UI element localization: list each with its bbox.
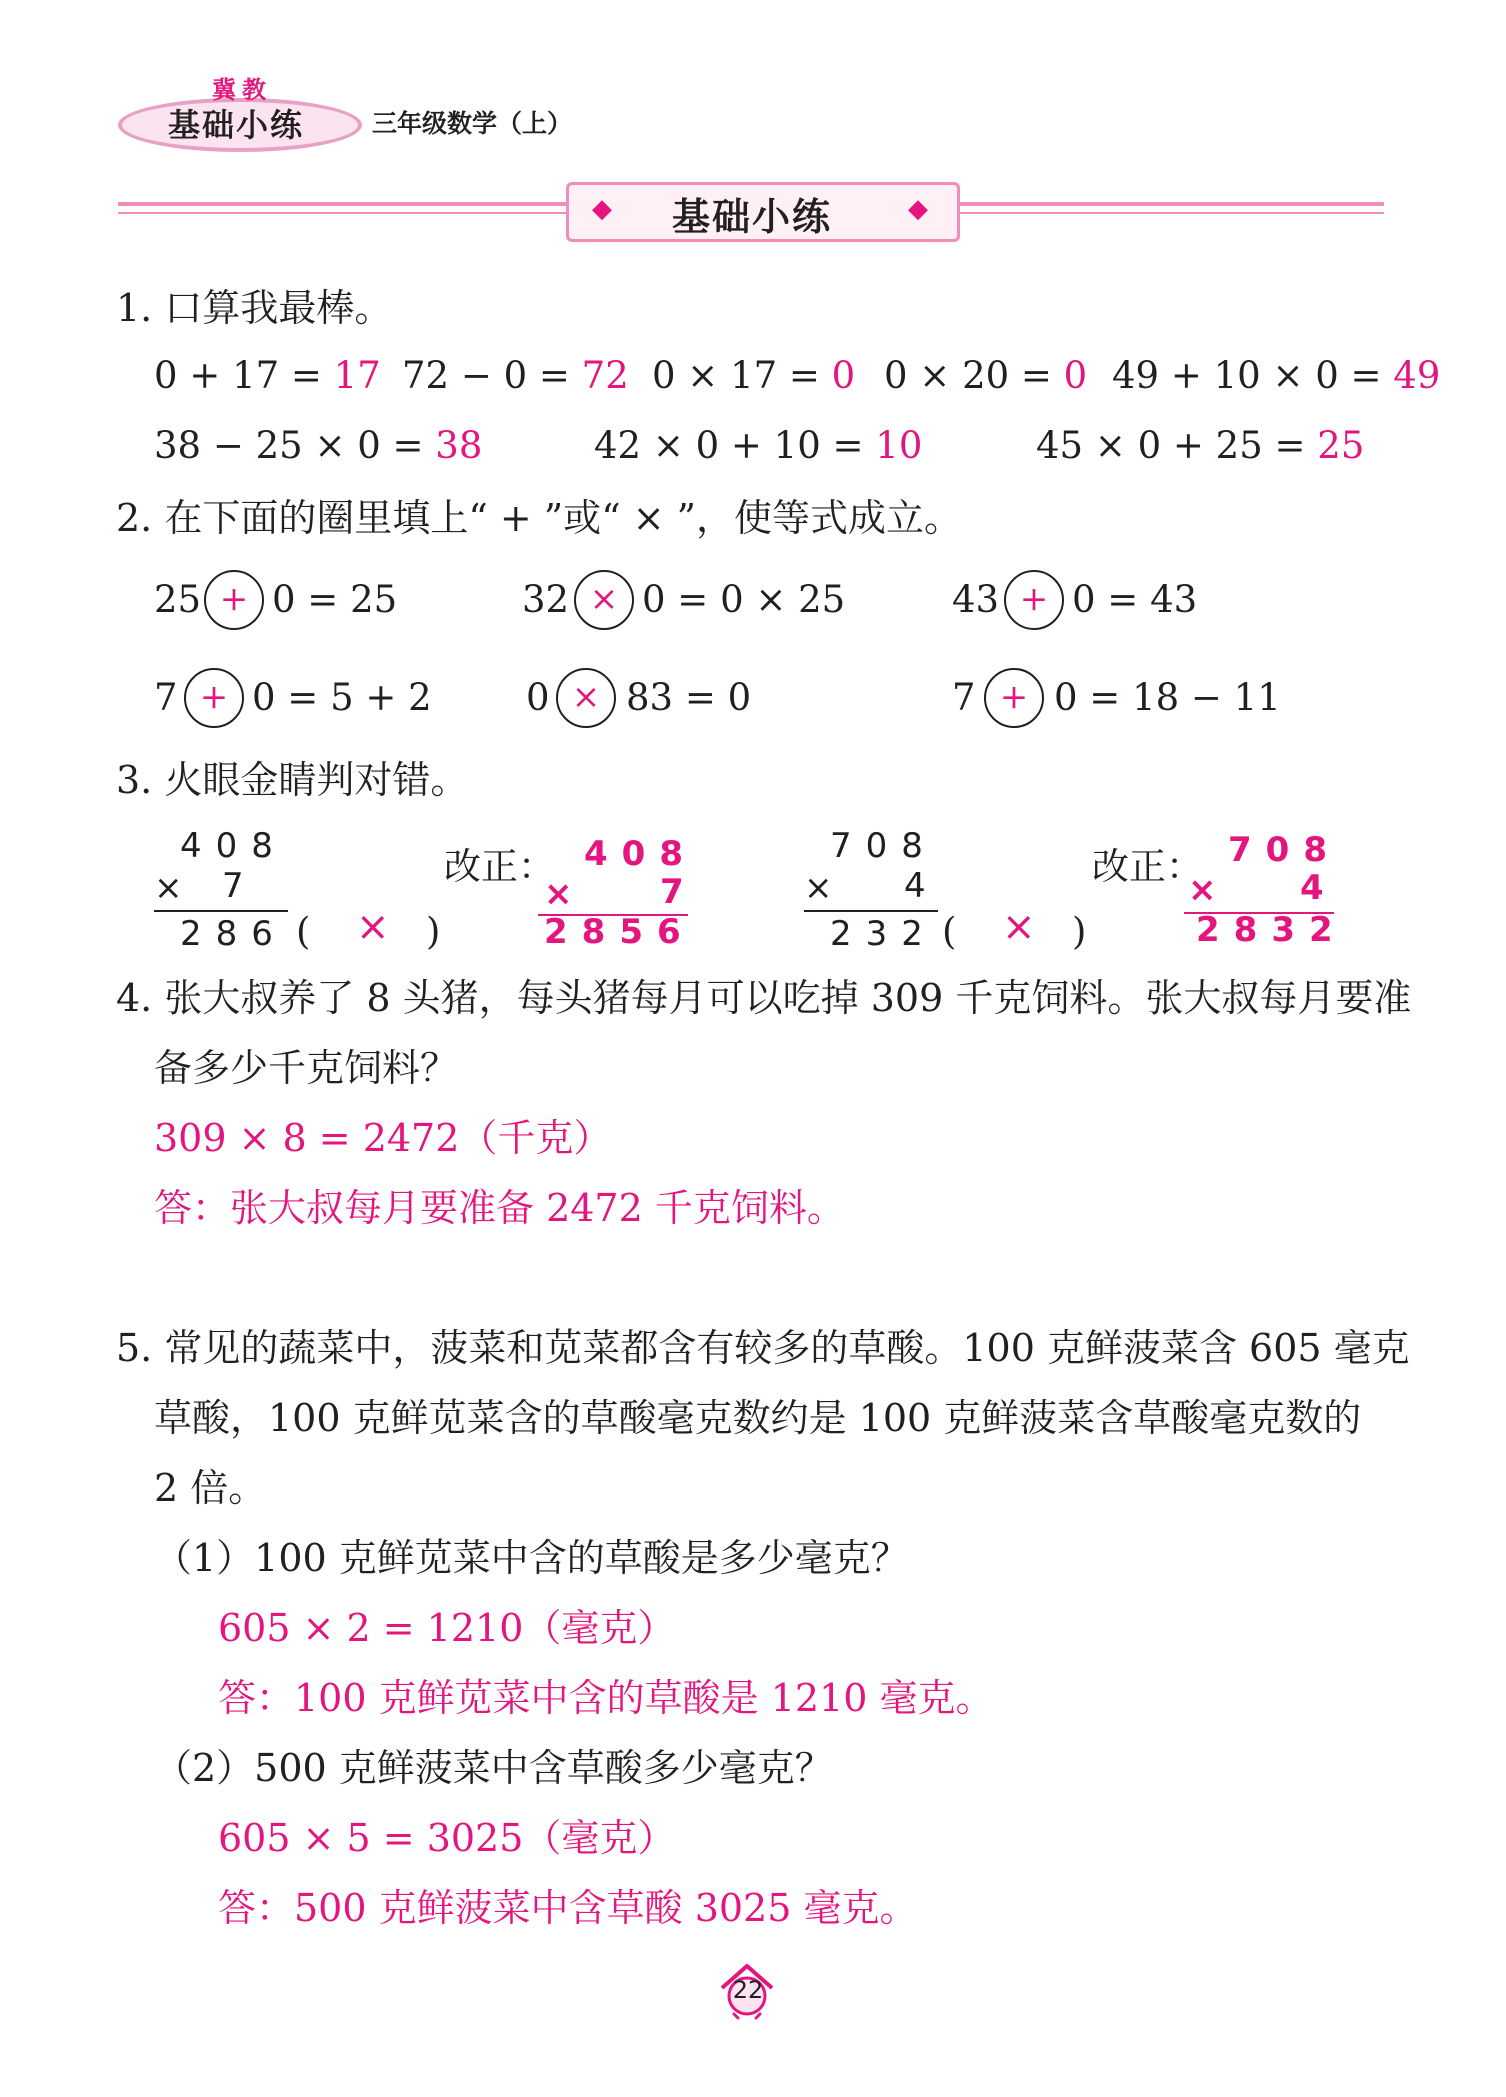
multiplier: 4	[904, 866, 940, 906]
q1-item: 0 + 17 = 17	[154, 354, 381, 397]
correction-vertical	[534, 834, 698, 964]
q2-left: 7	[154, 676, 178, 719]
q1-item: 42 × 0 + 10 = 10	[594, 424, 923, 467]
q5-sub1-question: （1）100 克鲜苋菜中含的草酸是多少毫克？	[154, 1536, 909, 1580]
correction-vertical	[1184, 830, 1347, 960]
q5-line1: 5. 常见的蔬菜中，菠菜和苋菜都含有较多的草酸。100 克鲜菠菜含 605 毫克	[116, 1326, 1410, 1370]
q2-left: 32	[522, 578, 570, 621]
q1-item: 0 × 17 = 0	[652, 354, 856, 397]
page-number: 22	[732, 1976, 764, 2004]
verdict-mark: ×	[356, 904, 390, 950]
correction-label: 改正：	[1092, 845, 1203, 888]
q3-title: 3. 火眼金睛判对错。	[116, 758, 469, 802]
correction-label: 改正：	[444, 845, 555, 888]
q1-item: 38 − 25 × 0 = 38	[154, 424, 483, 467]
result-line	[804, 910, 938, 912]
mult-sign: ×	[154, 868, 197, 908]
q5-line3: 2 倍。	[154, 1466, 267, 1510]
q2-right: 0 = 18 − 11	[1054, 676, 1281, 719]
q2-right: 0 = 43	[1072, 578, 1198, 621]
q1-item: 72 − 0 = 72	[402, 354, 629, 397]
publisher-label: 冀教	[212, 75, 272, 104]
q2-left: 7	[952, 676, 976, 719]
product: 2856	[544, 912, 695, 952]
mult-sign: ×	[1188, 870, 1231, 910]
mult-sign: ×	[544, 874, 587, 914]
q4-answer: 答：张大叔每月要准备 2472 千克饲料。	[154, 1186, 845, 1230]
q1-item: 0 × 20 = 0	[884, 354, 1088, 397]
q4-calc: 309 × 8 = 2472（千克）	[154, 1116, 612, 1160]
q2-right: 0 = 5 + 2	[252, 676, 432, 719]
q1-item: 49 + 10 × 0 = 49	[1112, 354, 1441, 397]
brand-name: 基础小练	[168, 106, 305, 144]
q5-sub2-answer: 答：500 克鲜菠菜中含草酸 3025 毫克。	[218, 1886, 918, 1930]
q1-title: 1. 口算我最棒。	[116, 286, 393, 330]
operator-circle[interactable]: +	[984, 668, 1044, 728]
grade-label: 三年级数学（上）	[372, 109, 573, 138]
result-line	[154, 910, 288, 912]
paren-open: (	[942, 910, 957, 953]
multiplicand: 708	[1228, 830, 1341, 870]
q5-sub2-calc: 605 × 5 = 3025（毫克）	[218, 1816, 676, 1860]
diamond-icon: ◆	[592, 194, 612, 224]
q2-right: 0 = 0 × 25	[642, 578, 846, 621]
multiplicand: 408	[584, 834, 697, 874]
product: 232	[830, 914, 937, 954]
q2-left: 25	[154, 578, 202, 621]
banner-title: 基础小练	[672, 194, 833, 239]
q2-right: 83 = 0	[626, 676, 752, 719]
vertical-multiplication	[150, 826, 290, 956]
banner-stripe-left	[118, 202, 566, 206]
operator-circle[interactable]: +	[184, 668, 244, 728]
paren-open: (	[296, 910, 311, 953]
multiplier: 7	[660, 872, 698, 912]
operator-circle[interactable]: +	[1004, 570, 1064, 630]
q5-sub2-question: （2）500 克鲜菠菜中含草酸多少毫克？	[154, 1746, 833, 1790]
q1-item: 45 × 0 + 25 = 25	[1036, 424, 1365, 467]
q4-line1: 4. 张大叔养了 8 头猪，每头猪每月可以吃掉 309 千克饲料。张大叔每月要准	[116, 976, 1412, 1020]
paren-close: )	[426, 910, 441, 953]
q5-sub1-answer: 答：100 克鲜苋菜中含的草酸是 1210 毫克。	[218, 1676, 994, 1720]
product: 286	[180, 914, 287, 954]
operator-circle[interactable]: ×	[556, 668, 616, 728]
mult-sign: ×	[804, 868, 847, 908]
q4-line2: 备多少千克饲料？	[154, 1046, 459, 1090]
multiplier: 7	[222, 866, 258, 906]
q5-line2: 草酸，100 克鲜苋菜含的草酸毫克数约是 100 克鲜菠菜含草酸毫克数的	[154, 1396, 1362, 1440]
product: 2832	[1196, 910, 1347, 950]
banner-stripe-right-thin	[954, 212, 1384, 214]
q5-sub1-calc: 605 × 2 = 1210（毫克）	[218, 1606, 676, 1650]
operator-circle[interactable]: ×	[574, 570, 634, 630]
banner-stripe-left-thin	[118, 212, 566, 214]
paren-close: )	[1072, 910, 1087, 953]
q2-left: 0	[526, 676, 550, 719]
diamond-icon: ◆	[908, 194, 928, 224]
q2-left: 43	[952, 578, 1000, 621]
q2-right: 0 = 25	[272, 578, 398, 621]
operator-circle[interactable]: +	[204, 570, 264, 630]
q2-title: 2. 在下面的圈里填上“ + ”或“ × ”，使等式成立。	[116, 496, 963, 540]
multiplicand: 708	[830, 826, 937, 866]
multiplier: 4	[1300, 868, 1338, 908]
vertical-multiplication	[800, 826, 940, 956]
verdict-mark: ×	[1002, 904, 1036, 950]
multiplicand: 408	[180, 826, 287, 866]
banner-stripe-right	[954, 202, 1384, 206]
